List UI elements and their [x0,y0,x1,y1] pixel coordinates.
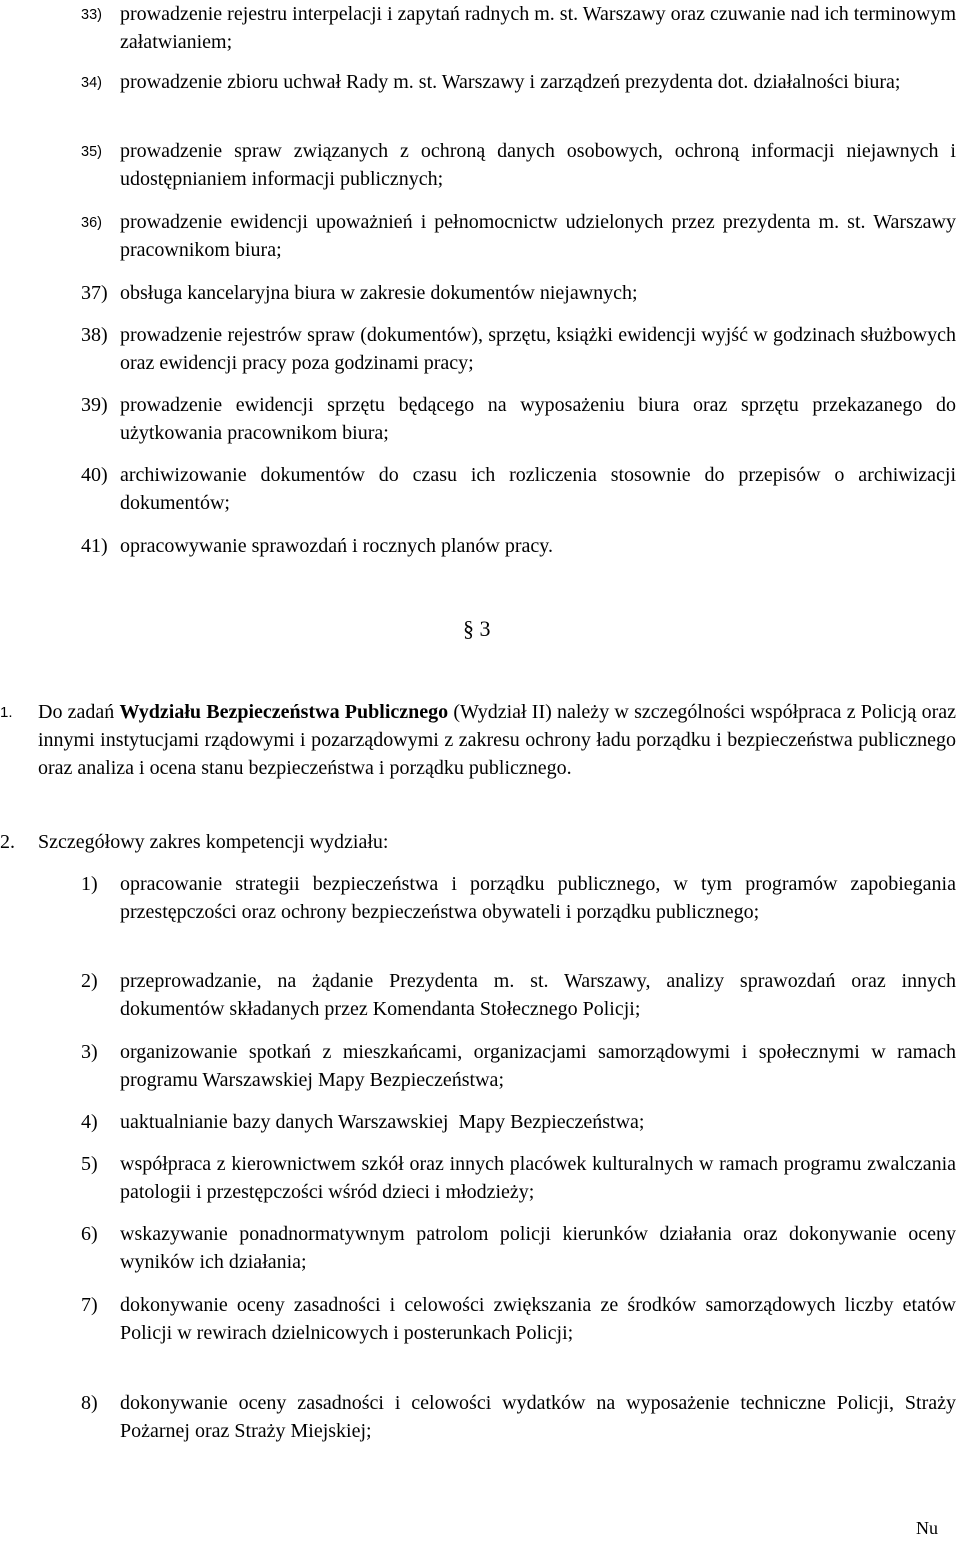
item-number: 1) [81,873,98,895]
item-number: 33) [81,7,102,23]
list-item-37 [0,279,960,307]
item-number: 35) [81,144,102,160]
item-text: opracowanie strategii bezpieczeństwa i porządku publicznego, w tym programów zapobiegania przestępczości oraz ochrony bezpieczeństwa obywateli i porządku publicznego; [120,873,956,923]
paragraph-text [38,698,956,782]
item-text: wskazywanie ponadnormatywnym patrolom policji kierunków działania oraz dokonywanie oceny wyników ich działania; [120,1223,956,1273]
item-text: prowadzenie zbioru uchwał Rady m. st. Warszawy i zarządzeń prezydenta dot. działalności biura; [120,71,901,93]
item-number: 2) [81,970,98,992]
paragraph-number: 2. [0,831,15,853]
list-item-41 [0,532,960,560]
competence-item-5 [0,1150,960,1206]
list-item-33 [0,0,960,56]
item-text: prowadzenie spraw związanych z ochroną danych osobowych, ochroną informacji niejawnych i udostępnianiem informacji publicznych; [120,140,956,190]
item-number: 6) [81,1223,98,1245]
paragraph-text: Szczegółowy zakres kompetencji wydziału: [38,831,389,853]
item-number: 4) [81,1111,98,1133]
item-text: dokonywanie oceny zasadności i celowości zwiększania ze środków samorządowych liczby etatów Policji w rewirach dzielnicowych i posterunkach Policji; [120,1294,956,1344]
paragraph-2 [0,828,960,856]
section-heading: § 3 [463,616,491,641]
footer-text: Nu [916,1518,938,1538]
competence-item-6 [0,1220,960,1276]
item-number: 5) [81,1153,98,1175]
item-text: prowadzenie ewidencji upoważnień i pełnomocnictw udzielonych przez prezydenta m. st. Warszawy pracownikom biura; [120,211,956,261]
item-text: prowadzenie rejestrów spraw (dokumentów), sprzętu, książki ewidencji wyjść w godzinach służbowych oraz ewidencji pracy poza godzinami pracy; [120,324,956,374]
item-text: dokonywanie oceny zasadności i celowości wydatków na wyposażenie techniczne Policji, Straży Pożarnej oraz Straży Miejskiej; [120,1392,956,1442]
competence-item-1 [0,870,960,926]
item-text: przeprowadzanie, na żądanie Prezydenta m. st. Warszawy, analizy sprawozdań oraz innych dokumentów składanych przez Komendanta Stołecznego Policji; [120,970,956,1020]
competence-item-2 [0,967,960,1023]
item-number: 7) [81,1294,98,1316]
paragraph-text-post: (Wydział II) należy w szczególności współpraca z Policją oraz innymi instytucjami rządowymi i pozarządowymi z zakresu ochrony ładu porządku i bezpieczeństwa publicznego oraz analiza i ocena stanu bezpieczeństwa i porządku publicznego. [38,701,956,779]
item-text: współpraca z kierownictwem szkół oraz innych placówek kulturalnych w ramach programu zwalczania patologii i przestępczości wśród dzieci i młodzieży; [120,1153,956,1203]
item-text: organizowanie spotkań z mieszkańcami, organizacjami samorządowymi i społecznymi w ramach programu Warszawskiej Mapy Bezpieczeństwa; [120,1041,956,1091]
item-number: 36) [81,215,102,231]
competence-item-8 [0,1389,960,1445]
item-text: prowadzenie rejestru interpelacji i zapytań radnych m. st. Warszawy oraz czuwanie nad ich terminowym załatwianiem; [120,3,957,53]
item-text: prowadzenie ewidencji sprzętu będącego na wyposażeniu biura oraz sprzętu przekazanego do użytkowania pracownikom biura; [120,394,956,444]
paragraph-1 [0,698,960,782]
competence-item-3 [0,1038,960,1094]
item-text: uaktualnianie bazy danych Warszawskiej Mapy Bezpieczeństwa; [120,1111,645,1133]
competence-item-7 [0,1291,960,1347]
list-item-38 [0,321,960,377]
competence-item-4 [0,1108,960,1136]
list-item-34 [0,68,960,96]
list-item-39 [0,391,960,447]
item-number: 39) [81,394,108,416]
list-item-36 [0,208,960,264]
item-text: obsługa kancelaryjna biura w zakresie dokumentów niejawnych; [120,282,638,304]
item-number: 34) [81,75,102,91]
paragraph-text-pre: Do zadań [38,701,120,723]
item-number: 38) [81,324,108,346]
list-item-40 [0,461,960,517]
item-number: 40) [81,464,108,486]
item-number: 3) [81,1041,98,1063]
paragraph-number: 1. [0,704,13,721]
department-name: Wydziału Bezpieczeństwa Publicznego [119,701,449,723]
item-number: 8) [81,1392,98,1414]
item-text: archiwizowanie dokumentów do czasu ich rozliczenia stosownie do przepisów o archiwizacji dokumentów; [120,464,956,514]
item-text: opracowywanie sprawozdań i rocznych planów pracy. [120,535,553,557]
item-number: 41) [81,535,108,557]
list-item-35 [0,137,960,193]
item-number: 37) [81,282,108,304]
